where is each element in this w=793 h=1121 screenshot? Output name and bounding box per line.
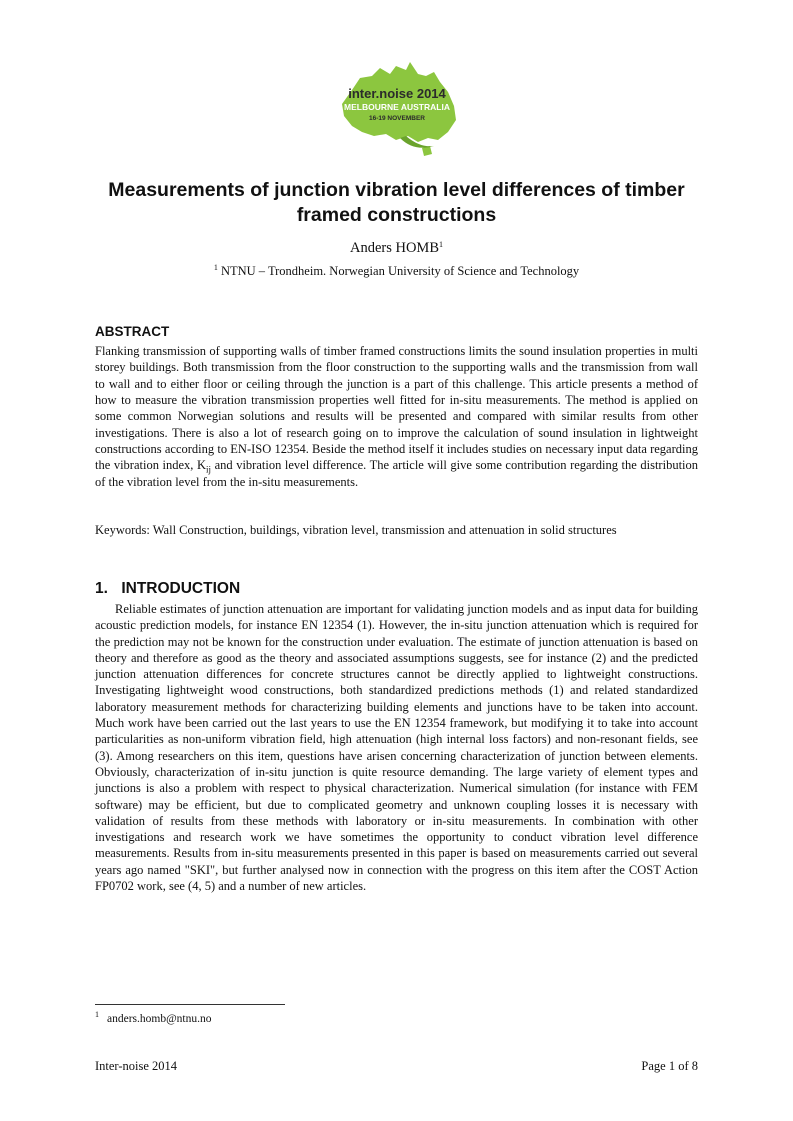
footnote-email[interactable]: anders.homb@ntnu.no <box>107 1013 212 1025</box>
section-number: 1. <box>95 580 108 597</box>
section-heading-introduction <box>95 580 240 598</box>
footnote-mark: 1 <box>95 1010 99 1019</box>
keywords: Keywords: Wall Construction, buildings, vibration level, transmission and attenuation in solid structures <box>95 523 617 537</box>
conference-logo <box>330 60 465 160</box>
footer-conference: Inter-noise 2014 <box>95 1059 178 1073</box>
affiliation <box>95 264 698 279</box>
vibration-index-symbol: K <box>196 458 207 473</box>
affiliation-mark: 1 <box>213 263 218 272</box>
logo-location: MELBOURNE AUSTRALIA <box>344 102 450 112</box>
author-line <box>95 240 698 257</box>
abstract-text-part1: Flanking transmission of supporting walls of timber framed constructions limits the sound insulation properties in multi storey buildings. Both transmission from the floor construction to the supporting walls and the transmission from wall to wall and to either floor or ceiling through the junction is a part of this challenge. This article presents a method of how to measure the vibration transmission properties well fitted for in-situ measurements. The method is applied on some common Norwegian solutions and results will be presented and compared with similar results from other investigations. There is also a lot of research going on to improve the calculation of sound insulation in lightweight constructions according to EN-ISO 12354. Beside the method itself it includes studies on necessary input data regarding the vibration index, <box>95 344 698 473</box>
abstract-body <box>95 343 698 490</box>
footnote <box>95 1010 212 1025</box>
logo-dates: 16-19 NOVEMBER <box>369 115 425 122</box>
logo-title: inter.noise 2014 <box>348 86 446 101</box>
abstract-text-part2: and vibration level difference. The article will give some contribution regarding the distribution of the vibration level from the in-situ measurements. <box>95 458 699 489</box>
footer-page-number: Page 1 of 8 <box>641 1059 698 1073</box>
abstract-heading: ABSTRACT <box>95 324 170 339</box>
introduction-body: Reliable estimates of junction attenuation are important for validating junction models and as input data for building acoustic prediction models, for instance EN 12354 (1). However, the in-situ junction attenuation which is required for the prediction may not be known for the construction under evaluation. The estimate of junction attenuation is based on theory and therefore as good as the theory and associated assumptions suggests, see for instance (2) and the predicted junction attenuation differences for concrete structures cannot be directly applied to lightweight constructions. Investigating lightweight wood constructions, both standardized predictions methods (1) and related standardized laboratory measurement methods for characterizing building elements and junctions have to be taken into account. Much work have been carried out the last years to use the EN 12354 framework, but modifying it to take into account particularities as non-uniform vibration field, high attenuation (high internal loss factors) and non-resonant fields, see (3). Among researchers on this item, questions have arisen concerning characterization of junction between elements. Obviously, characterization of in-situ junction is quite resource demanding. The large variety of element types and junctions is also a problem with respect to physical characterization. Numerical simulation (for instance with FEM software) may be efficient, but due to complicated geometry and unknown coupling losses it is necessary with validation of results from these methods with laboratory or in-situ measurements. In combination with other investigations and research work we have sometimes the opportunity to conduct vibration level difference measurements. Results from in-situ measurements presented in this paper is based on measurements carried out several years ago named "SKI", but further analysed now in connection with the progress on this item after the COST Action FP0702 work, see (4, 5) and a number of new articles. <box>95 602 698 894</box>
footnote-divider <box>95 1004 285 1005</box>
author-mark: 1 <box>439 240 443 249</box>
section-title: INTRODUCTION <box>121 580 241 597</box>
affiliation-text: NTNU – Trondheim. Norwegian University of Science and Technology <box>220 264 580 278</box>
author-name: Anders HOMB <box>349 240 439 256</box>
vibration-index-subscript: ij <box>206 464 212 475</box>
paper-title: Measurements of junction vibration level differences of timber framed constructions <box>108 179 685 226</box>
